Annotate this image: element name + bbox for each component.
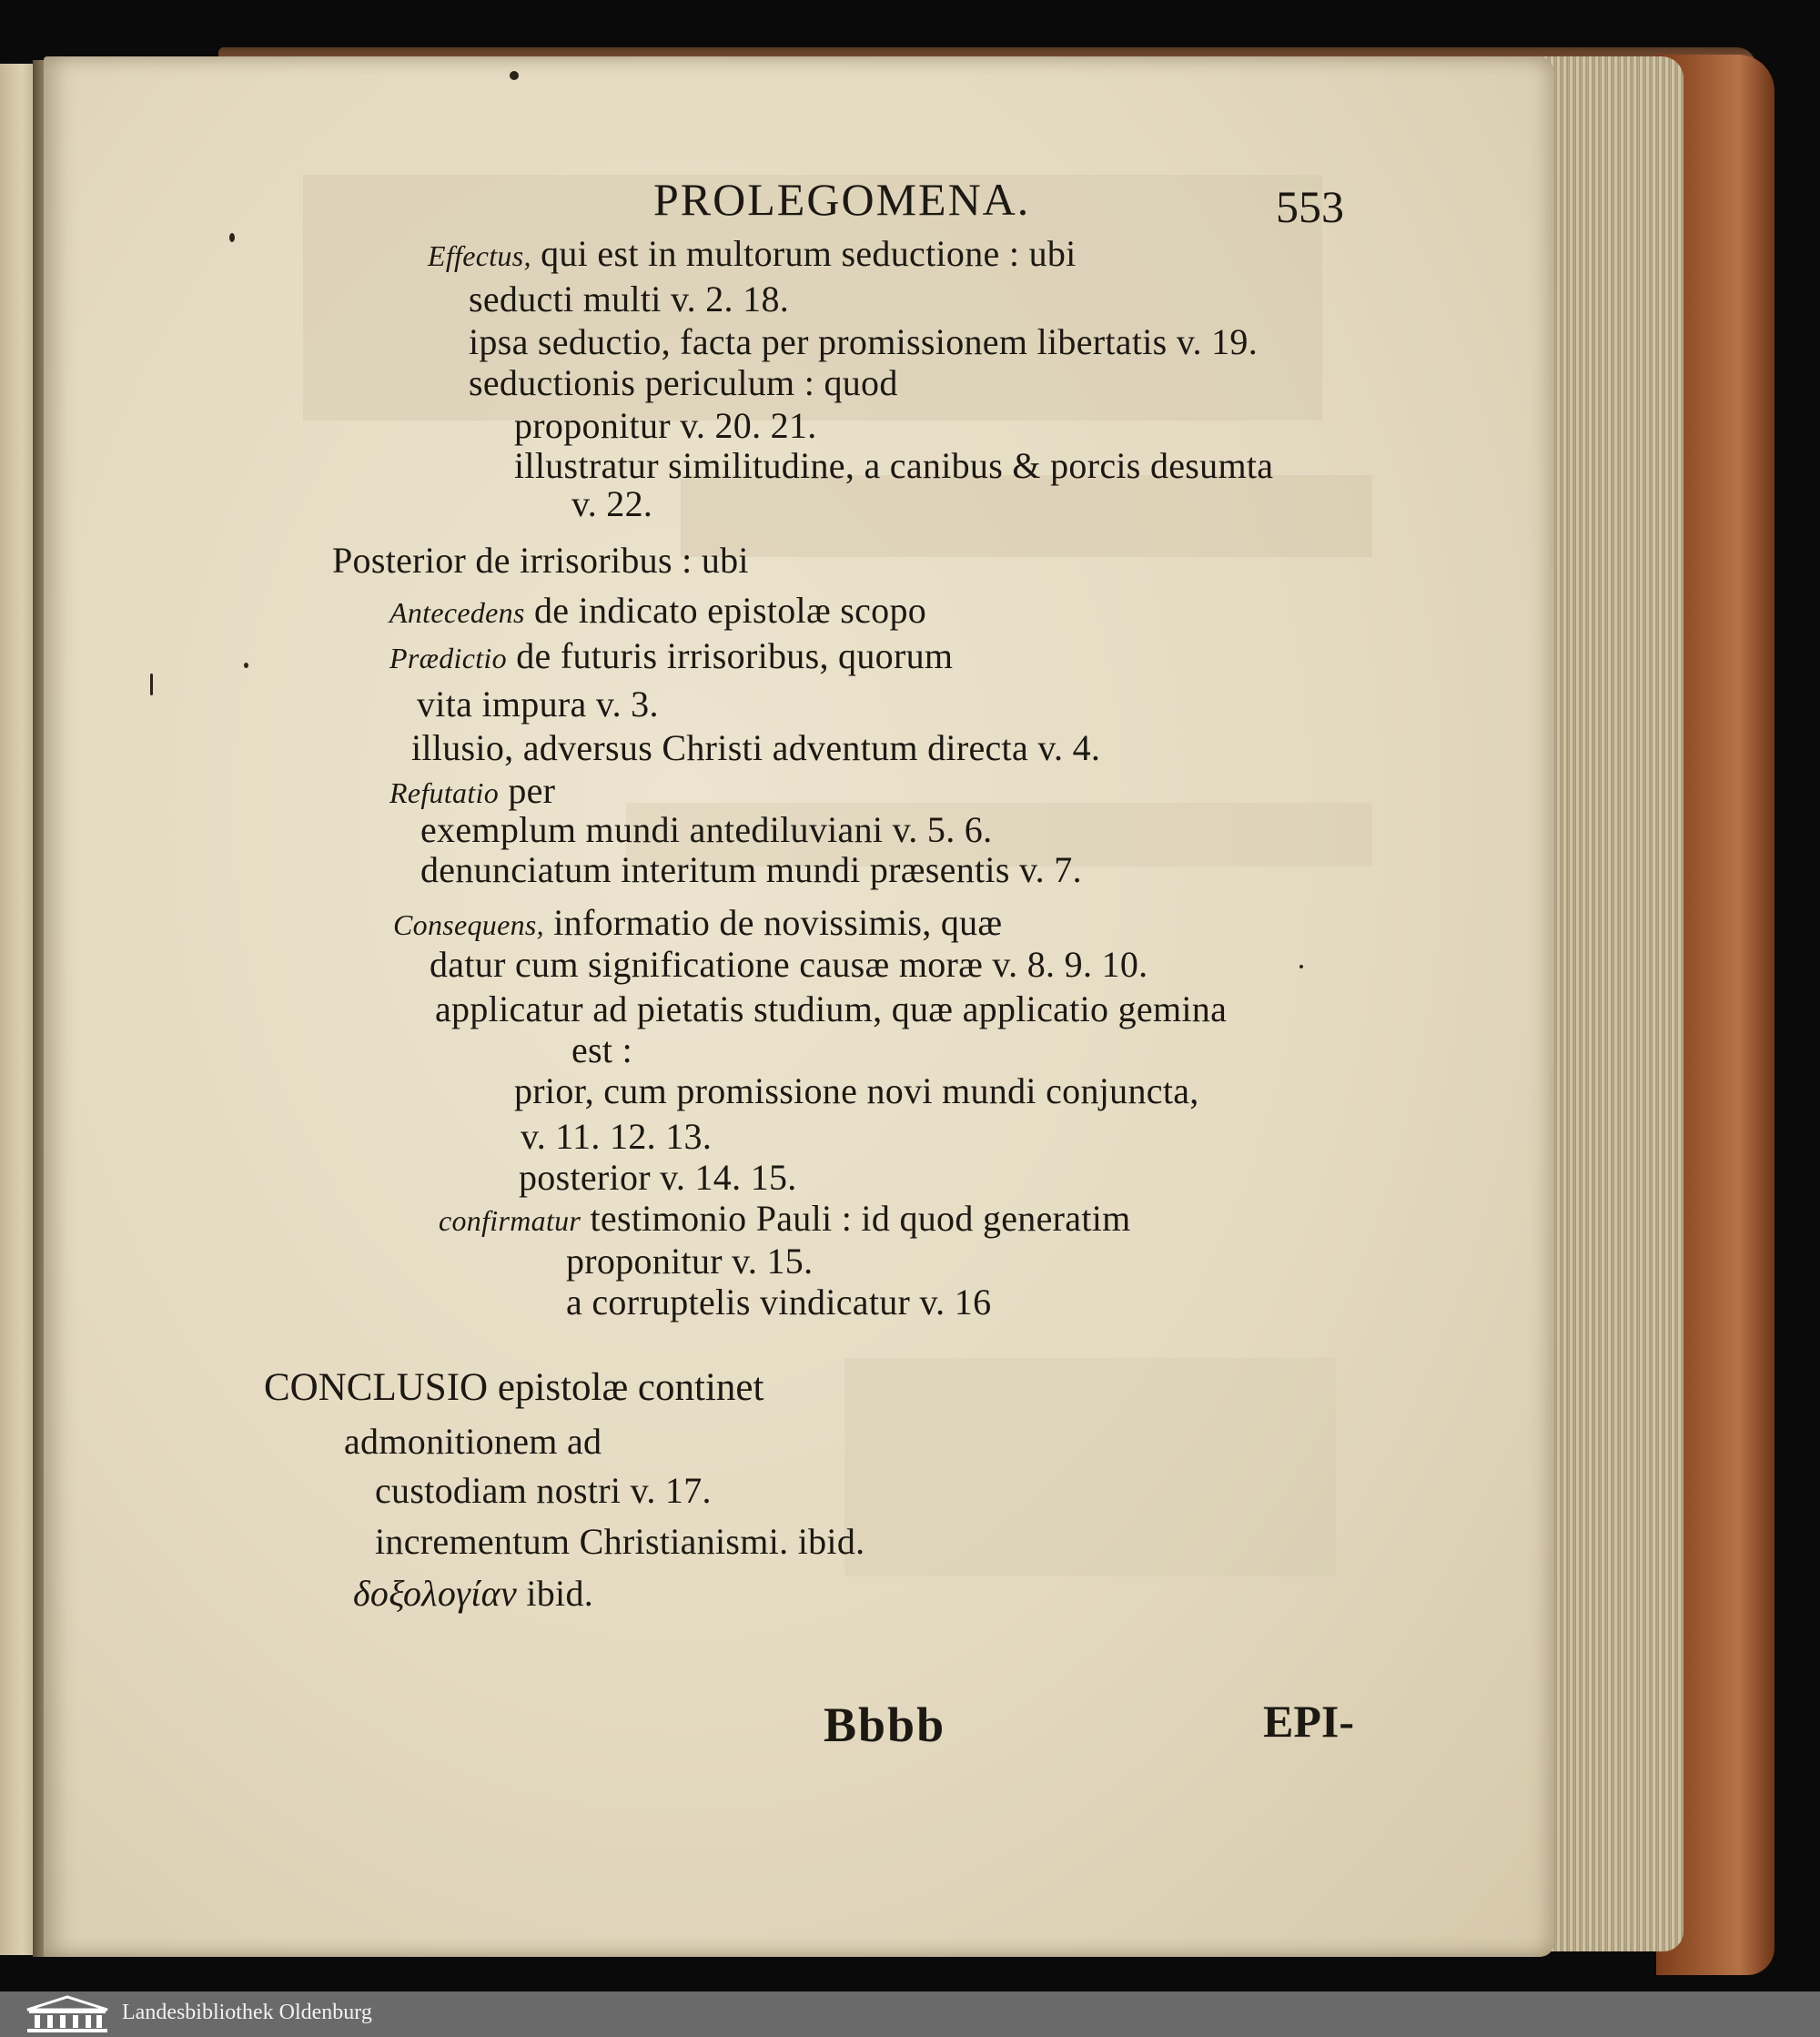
catchword: EPI- bbox=[1263, 1696, 1354, 1747]
text-line: v. 22. bbox=[571, 483, 653, 524]
marginal-label: confirmatur bbox=[439, 1204, 581, 1237]
line-text: testimonio Pauli : id quod generatim bbox=[581, 1198, 1131, 1239]
text-line: proponitur v. 20. 21. bbox=[514, 405, 817, 446]
line-text: de indicato epistolæ scopo bbox=[524, 590, 927, 631]
greek-word: δοξολογίαν bbox=[353, 1573, 517, 1614]
text-line: admonitionem ad bbox=[344, 1421, 602, 1462]
ink-speck bbox=[229, 233, 235, 242]
running-head: PROLEGOMENA. bbox=[653, 174, 1031, 225]
text-line: proponitur v. 15. bbox=[566, 1241, 814, 1282]
marginal-label: Prædictio bbox=[389, 642, 507, 674]
text-line bbox=[428, 232, 1077, 275]
library-building-icon bbox=[24, 1995, 111, 2033]
text-line: illusio, adversus Christi adventum directa v. 4. bbox=[411, 727, 1101, 768]
section-line: CONCLUSIO epistolæ continet bbox=[264, 1366, 764, 1409]
text-line: seductionis periculum : quod bbox=[469, 362, 898, 403]
page-block-edge bbox=[1538, 56, 1684, 1951]
text-line: illustratur similitudine, a canibus & porcis desumta bbox=[514, 445, 1274, 486]
line-text: de futuris irrisoribus, quorum bbox=[506, 635, 954, 676]
text-line bbox=[439, 1197, 1131, 1240]
text-line bbox=[389, 769, 555, 812]
text-line bbox=[389, 589, 926, 632]
text-line bbox=[393, 901, 1002, 944]
marginal-label: Effectus, bbox=[428, 239, 531, 272]
line-text: qui est in multorum seductione : ubi bbox=[531, 233, 1077, 274]
page-number: 553 bbox=[1276, 181, 1344, 232]
footer-bar bbox=[0, 1991, 1820, 2037]
ink-speck bbox=[1299, 965, 1303, 968]
text-line bbox=[353, 1572, 593, 1615]
line-text: informatio de novissimis, quæ bbox=[543, 902, 1003, 943]
text-line: posterior v. 14. 15. bbox=[519, 1157, 797, 1198]
section-line: Posterior de irrisoribus : ubi bbox=[332, 540, 749, 581]
text-line: denunciatum interitum mundi præsentis v. 7. bbox=[420, 849, 1082, 890]
text-line: seducti multi v. 2. 18. bbox=[469, 279, 790, 319]
text-line: incrementum Christianismi. ibid. bbox=[375, 1521, 865, 1562]
marginal-label: Refutatio bbox=[389, 776, 500, 809]
text-line: ipsa seductio, facta per promissionem libertatis v. 19. bbox=[469, 321, 1259, 362]
footer-label: Landesbibliothek Oldenburg bbox=[122, 2001, 372, 2024]
ink-speck bbox=[244, 663, 248, 668]
text-line: prior, cum promissione novi mundi conjuncta, bbox=[514, 1070, 1199, 1111]
text-line: v. 11. 12. 13. bbox=[521, 1116, 713, 1157]
ink-speck bbox=[150, 674, 153, 695]
text-line: vita impura v. 3. bbox=[417, 684, 659, 725]
signature-mark: Bbbb bbox=[824, 1698, 946, 1752]
marginal-label: Antecedens bbox=[389, 596, 525, 629]
line-text: ibid. bbox=[526, 1573, 594, 1614]
text-line: a corruptelis vindicatur v. 16 bbox=[566, 1282, 992, 1323]
text-line: est : bbox=[571, 1029, 633, 1070]
text-line: datur cum significatione causæ moræ v. 8. 9. 10. bbox=[430, 944, 1148, 985]
marginal-label: Consequens, bbox=[393, 908, 544, 941]
text-line: custodiam nostri v. 17. bbox=[375, 1470, 712, 1511]
ink-speck bbox=[510, 71, 519, 80]
text-line: applicatur ad pietatis studium, quæ applicatio gemina bbox=[435, 988, 1228, 1029]
text-line: exemplum mundi antediluviani v. 5. 6. bbox=[420, 809, 993, 850]
text-line bbox=[389, 634, 953, 677]
line-text: per bbox=[499, 770, 556, 811]
